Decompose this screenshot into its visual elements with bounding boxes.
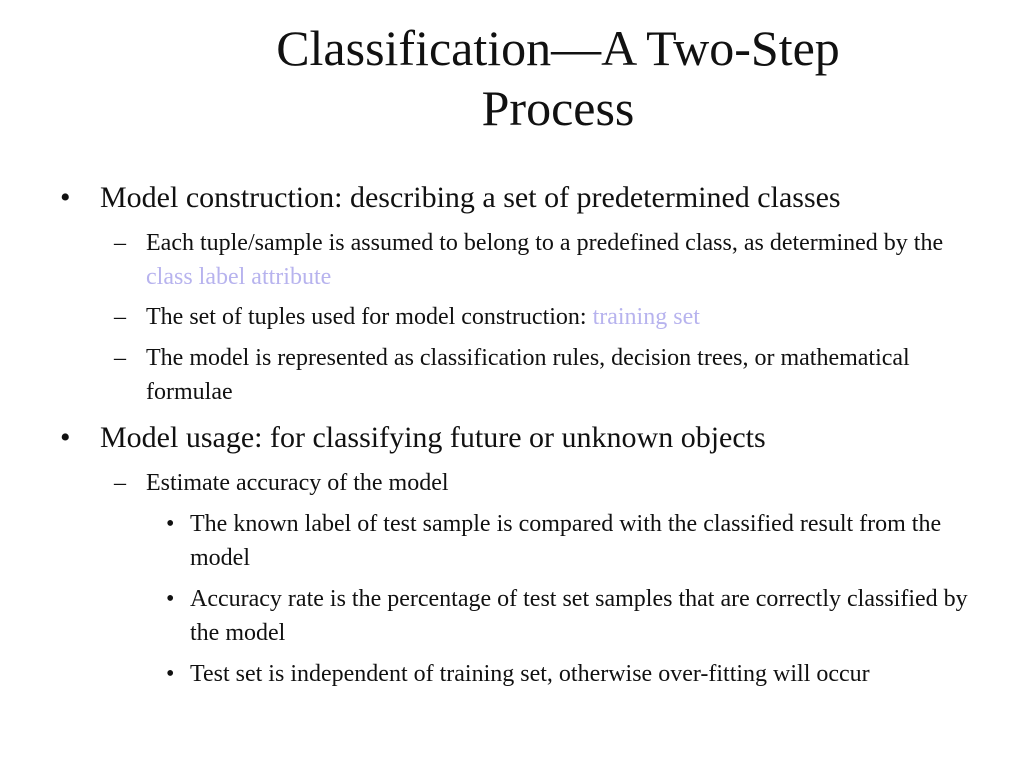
- subbullet-training-set: [114, 300, 946, 334]
- bullet-text: Model construction: describing a set of predetermined classes: [100, 181, 841, 214]
- slide-title: [200, 18, 916, 138]
- subsubbullet-text: Test set is independent of training set, otherwise over-fitting will occur: [190, 661, 870, 687]
- bullet-marker: •: [60, 421, 71, 454]
- subbullet-estimate-accuracy: [114, 466, 946, 500]
- slide-title-line-2: Process: [481, 80, 635, 136]
- subbullet-text: The model is represented as classification rules, decision trees, or mathematical formulae: [146, 345, 910, 405]
- subbullet-model-representation: [114, 341, 946, 409]
- bullet-marker: •: [166, 586, 175, 612]
- subbullet-text: Estimate accuracy of the model: [146, 470, 449, 496]
- subbullet-text: The set of tuples used for model construction:: [146, 304, 593, 330]
- subsubbullet-accuracy-rate: [166, 582, 970, 650]
- slide-title-line-1: Classification—A Two-Step: [276, 20, 840, 76]
- bullet-model-usage: [60, 420, 980, 456]
- subbullet-text: Each tuple/sample is assumed to belong to a predefined class, as determined by the: [146, 230, 944, 256]
- subbullet-tuple-class: [114, 226, 946, 294]
- dash-marker: –: [114, 230, 126, 256]
- subsubbullet-text: The known label of test sample is compared with the classified result from the model: [190, 511, 942, 571]
- subsubbullet-known-label: [166, 507, 970, 575]
- dash-marker: –: [114, 345, 126, 371]
- bullet-marker: •: [166, 511, 175, 537]
- subsubbullet-text: Accuracy rate is the percentage of test set samples that are correctly classified by the model: [190, 586, 968, 646]
- bullet-marker: •: [166, 661, 175, 687]
- dash-marker: –: [114, 304, 126, 330]
- bullet-text: Model usage: for classifying future or unknown objects: [100, 421, 766, 454]
- subsubbullet-test-set-independent: [166, 657, 970, 691]
- highlight-training-set: training set: [592, 304, 700, 330]
- highlight-class-label-attribute: class label attribute: [146, 264, 332, 290]
- bullet-marker: •: [60, 181, 71, 214]
- bullet-model-construction: [60, 180, 980, 216]
- dash-marker: –: [114, 470, 126, 496]
